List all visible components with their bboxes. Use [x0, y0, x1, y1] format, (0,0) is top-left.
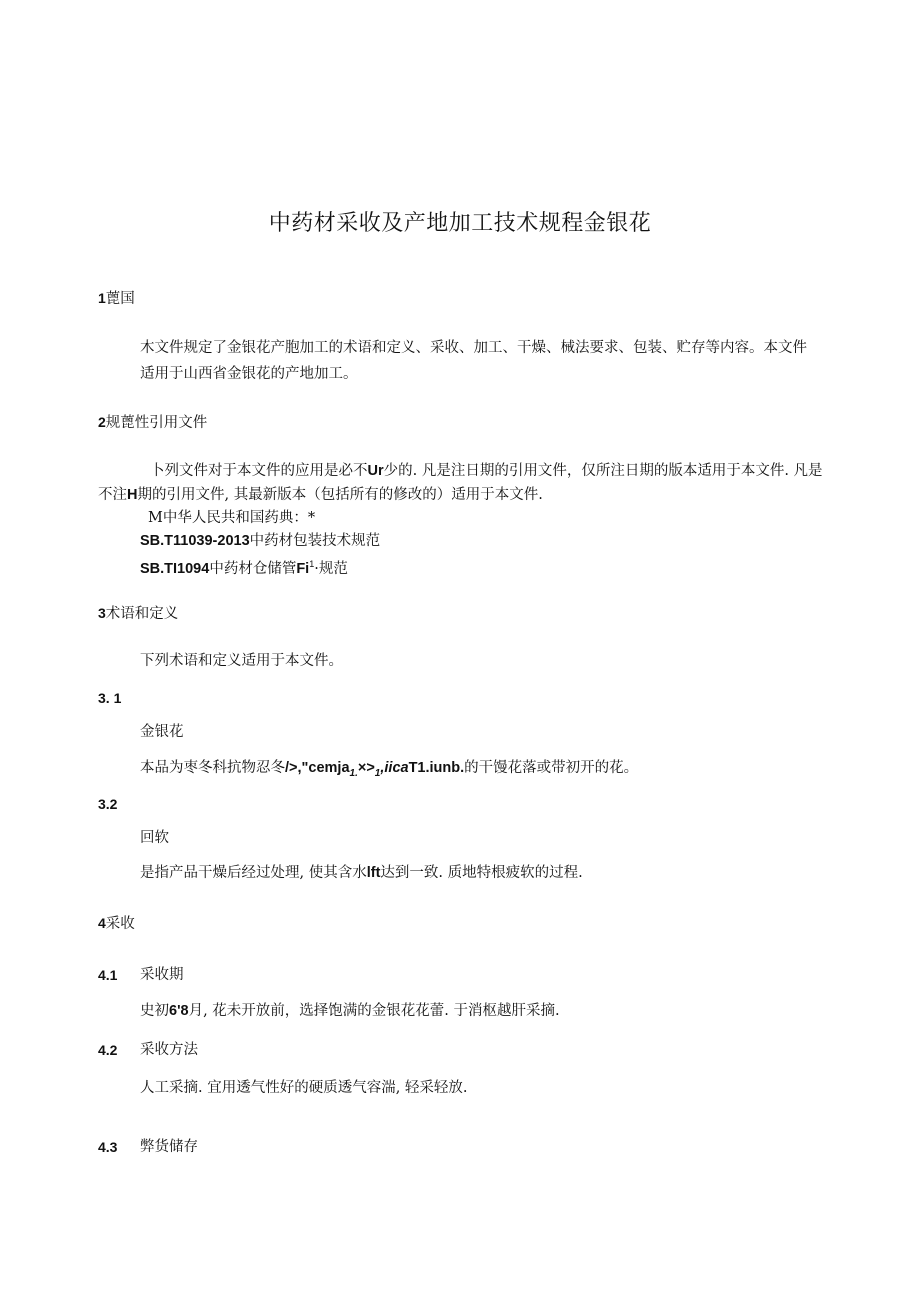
subscript: 1. — [349, 767, 358, 779]
reference-title: 中药材仓储管 — [209, 560, 297, 577]
section-1-para-line-2: 适用于山西省金银花的产地加工。 — [140, 366, 358, 382]
subscript: 1 — [374, 767, 381, 779]
superscript: 1 — [309, 559, 315, 569]
subsection-4-2-title: 采收方法 — [140, 1042, 198, 1058]
section-1-para-line-1: 木文件规定了金银花产胞加工的术语和定义、采收、加工、干燥、械法要求、包装、贮存等内容。本文件 — [140, 340, 807, 356]
subsection-4-2-text: 人工采摘. 宜用透气性好的硬质透气容湍, 轻采轻放. — [140, 1080, 468, 1096]
section-1-heading — [98, 288, 135, 309]
text-run: 不注 — [98, 487, 127, 503]
section-3-number: 3 — [98, 605, 106, 621]
section-2-number: 2 — [98, 414, 106, 430]
section-4-heading — [98, 913, 135, 934]
text-run-bold: Ur — [367, 463, 384, 479]
term-3-1-definition — [140, 758, 638, 784]
document-title: 中药材采收及产地加工技术规程金银花 — [268, 211, 652, 236]
text-run: 史初 — [140, 1003, 169, 1019]
text-run-bold: ×> — [357, 760, 375, 776]
section-3-title: 术语和定义 — [105, 606, 179, 622]
text-run: 月, 花未开放前，选择饱满的金银花花蕾. 于消枢越肝采摘. — [188, 1003, 560, 1019]
section-3-heading — [98, 603, 178, 624]
section-4-title: 采收 — [105, 916, 135, 932]
subsection-4-3-title: 弊货储存 — [140, 1139, 198, 1155]
text-run: 本品为枣冬科抗物忍冬 — [140, 760, 285, 776]
text-run-bold-italic: ,iica — [380, 760, 409, 776]
reference-pharmacopoeia: M中华人民共和国药典：* — [148, 510, 316, 526]
text-run-bold: T1.iunb. — [408, 760, 465, 776]
section-1-number: 1 — [98, 290, 106, 306]
term-3-1-number: 3. 1 — [98, 690, 122, 706]
subsection-4-2-number: 4.2 — [98, 1042, 118, 1058]
reference-storage-standard — [140, 554, 348, 579]
section-4-number: 4 — [98, 915, 106, 931]
text-run: 达到一致. 质地特根疲软的过程. — [380, 865, 583, 881]
text-run: 是指产品干燥后经过处理, 使其含水 — [140, 865, 367, 881]
text-run: 期的引用文件, 其最新版本（包括所有的修改的）适用于本文件. — [137, 487, 543, 503]
subsection-4-1-number: 4.1 — [98, 967, 118, 983]
section-1-title: 蓖国 — [105, 291, 135, 307]
text-run-bold: H — [127, 487, 138, 503]
subsection-4-3-number: 4.3 — [98, 1139, 118, 1155]
subsection-4-1-title: 采收期 — [140, 967, 184, 983]
reference-code: SB.T11039-2013 — [140, 533, 250, 549]
section-2-title: 规蓖性引用文件 — [105, 415, 208, 431]
reference-title: 中药材包装技术规范 — [249, 533, 381, 549]
text-run: 少的. 凡是注日期的引用文件，仅所注日期的版本适用于本文件. 凡是 — [383, 463, 823, 479]
reference-packaging-standard — [140, 531, 380, 551]
text-run-bold: />,"cemja — [285, 760, 350, 776]
term-3-2-name: 回软 — [140, 830, 169, 846]
term-3-2-number: 3.2 — [98, 796, 118, 812]
reference-code: SB.TI1094 — [140, 560, 210, 577]
text-run-bold: 6'8 — [169, 1003, 189, 1019]
text-run: 卜列文件对于本文件的应用是必不 — [150, 463, 368, 479]
text-run: ·规范 — [314, 560, 348, 577]
text-run: 的干馒花落或带初开的花。 — [464, 760, 639, 776]
text-run-bold: Fi — [296, 560, 310, 577]
term-3-2-definition — [140, 863, 583, 883]
term-3-1-name: 金银花 — [140, 724, 184, 740]
section-3-intro: 下列术语和定义适用于本文件。 — [140, 653, 343, 669]
text-run-bold: lft — [366, 865, 381, 881]
section-2-para-line-1 — [150, 461, 823, 481]
subsection-4-1-text — [140, 1001, 560, 1021]
section-2-heading — [98, 412, 207, 433]
section-2-para-line-2 — [98, 485, 543, 505]
